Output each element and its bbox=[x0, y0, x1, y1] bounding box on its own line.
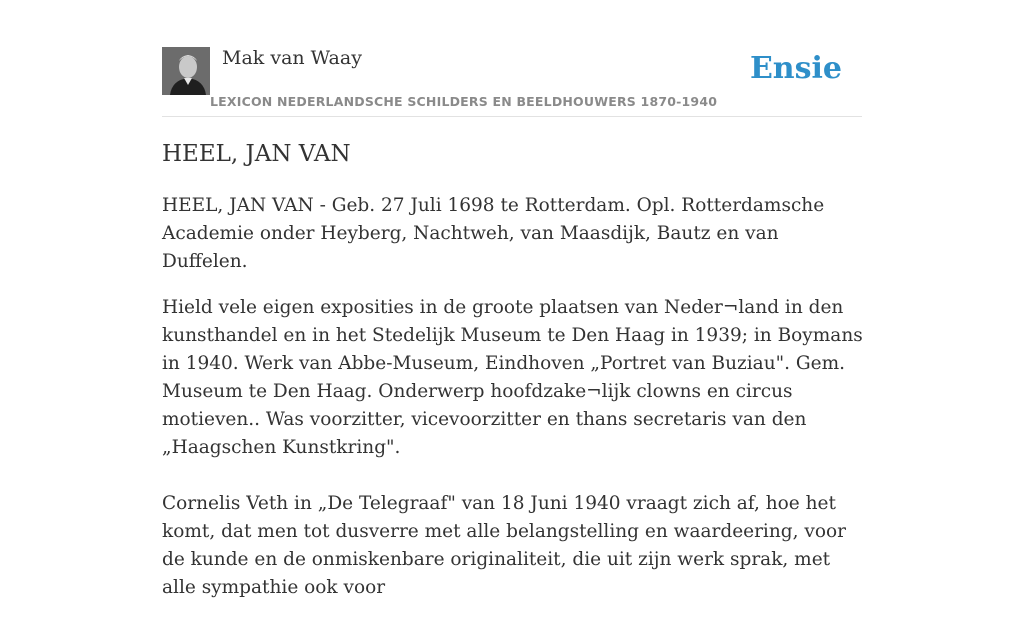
article bbox=[162, 136, 868, 620]
article-paragraph: HEEL, JAN VAN - Geb. 27 Juli 1698 te Rotterdam. Opl. Rotterdamsche Academie onder Heyberg, Nachtweh, van Maasdijk, Bautz en van Duffelen. bbox=[162, 195, 825, 272]
article-title: HEEL, JAN VAN bbox=[162, 141, 351, 167]
article-paragraph: Cornelis Veth in „De Telegraaf" van 18 Juni 1940 vraagt zich af, hoe het komt, dat men tot dusverre met alle belangstelling en waardeering, voor de kunde en de onmiskenbare originaliteit, die uit zijn werk sprak, met alle sympathie ook voor bbox=[162, 493, 846, 598]
ensie-logo[interactable]: Ensie bbox=[749, 51, 842, 86]
author-portrait-icon bbox=[162, 47, 210, 95]
lexicon-title[interactable]: LEXICON NEDERLANDSCHE SCHILDERS EN BEELDHOUWERS 1870-1940 bbox=[210, 94, 718, 109]
author-name[interactable]: Mak van Waay bbox=[222, 47, 362, 69]
article-paragraph: Hield vele eigen exposities in de groote plaatsen van Neder¬land in den kunsthandel en in het Stedelijk Museum te Den Haag in 1939; in Boymans in 1940. Werk van Abbe-Museum, Eindhoven „Portret van Buziau". Gem. Museum te Den Haag. Onderwerp hoofdzake¬lijk clowns en circus motieven.. Was voorzitter, vicevoorzitter en thans secretaris van den „Haagschen Kunstkring". bbox=[162, 297, 863, 458]
header bbox=[162, 44, 862, 117]
avatar[interactable] bbox=[162, 47, 210, 95]
